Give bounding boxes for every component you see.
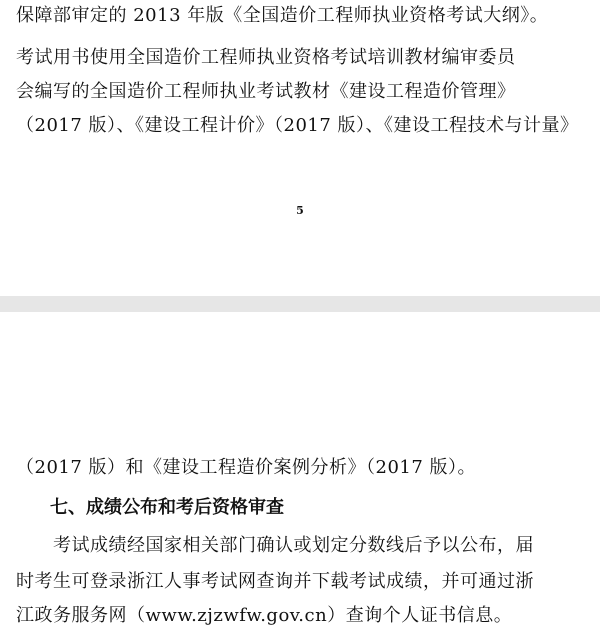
page-separator [0,296,600,312]
text-line: 时考生可登录浙江人事考试网查询并下载考试成绩，并可通过浙 [16,571,534,592]
page-number: 5 [296,204,304,217]
text-line: 会编写的全国造价工程师执业考试教材《建设工程造价管理》 [16,81,516,102]
document-page-bottom [0,312,600,632]
text-line: 考试用书使用全国造价工程师执业资格考试培训教材编审委员 [16,47,516,68]
text-line: 江政务服务网（www.zjzwfw.gov.cn）查询个人证书信息。 [16,605,513,626]
text-line: 考试成绩经国家相关部门确认或划定分数线后予以公布，届 [16,535,534,556]
text-line: （2017 版）和《建设工程造价案例分析》（2017 版）。 [16,457,477,478]
text-line: （2017 版）、《建设工程计价》（2017 版）、《建设工程技术与计量》 [16,115,579,136]
text-line: 保障部审定的 2013 年版《全国造价工程师执业资格考试大纲》。 [16,5,549,26]
document-page-top [0,0,600,296]
section-heading: 七、成绩公布和考后资格审查 [50,497,284,518]
